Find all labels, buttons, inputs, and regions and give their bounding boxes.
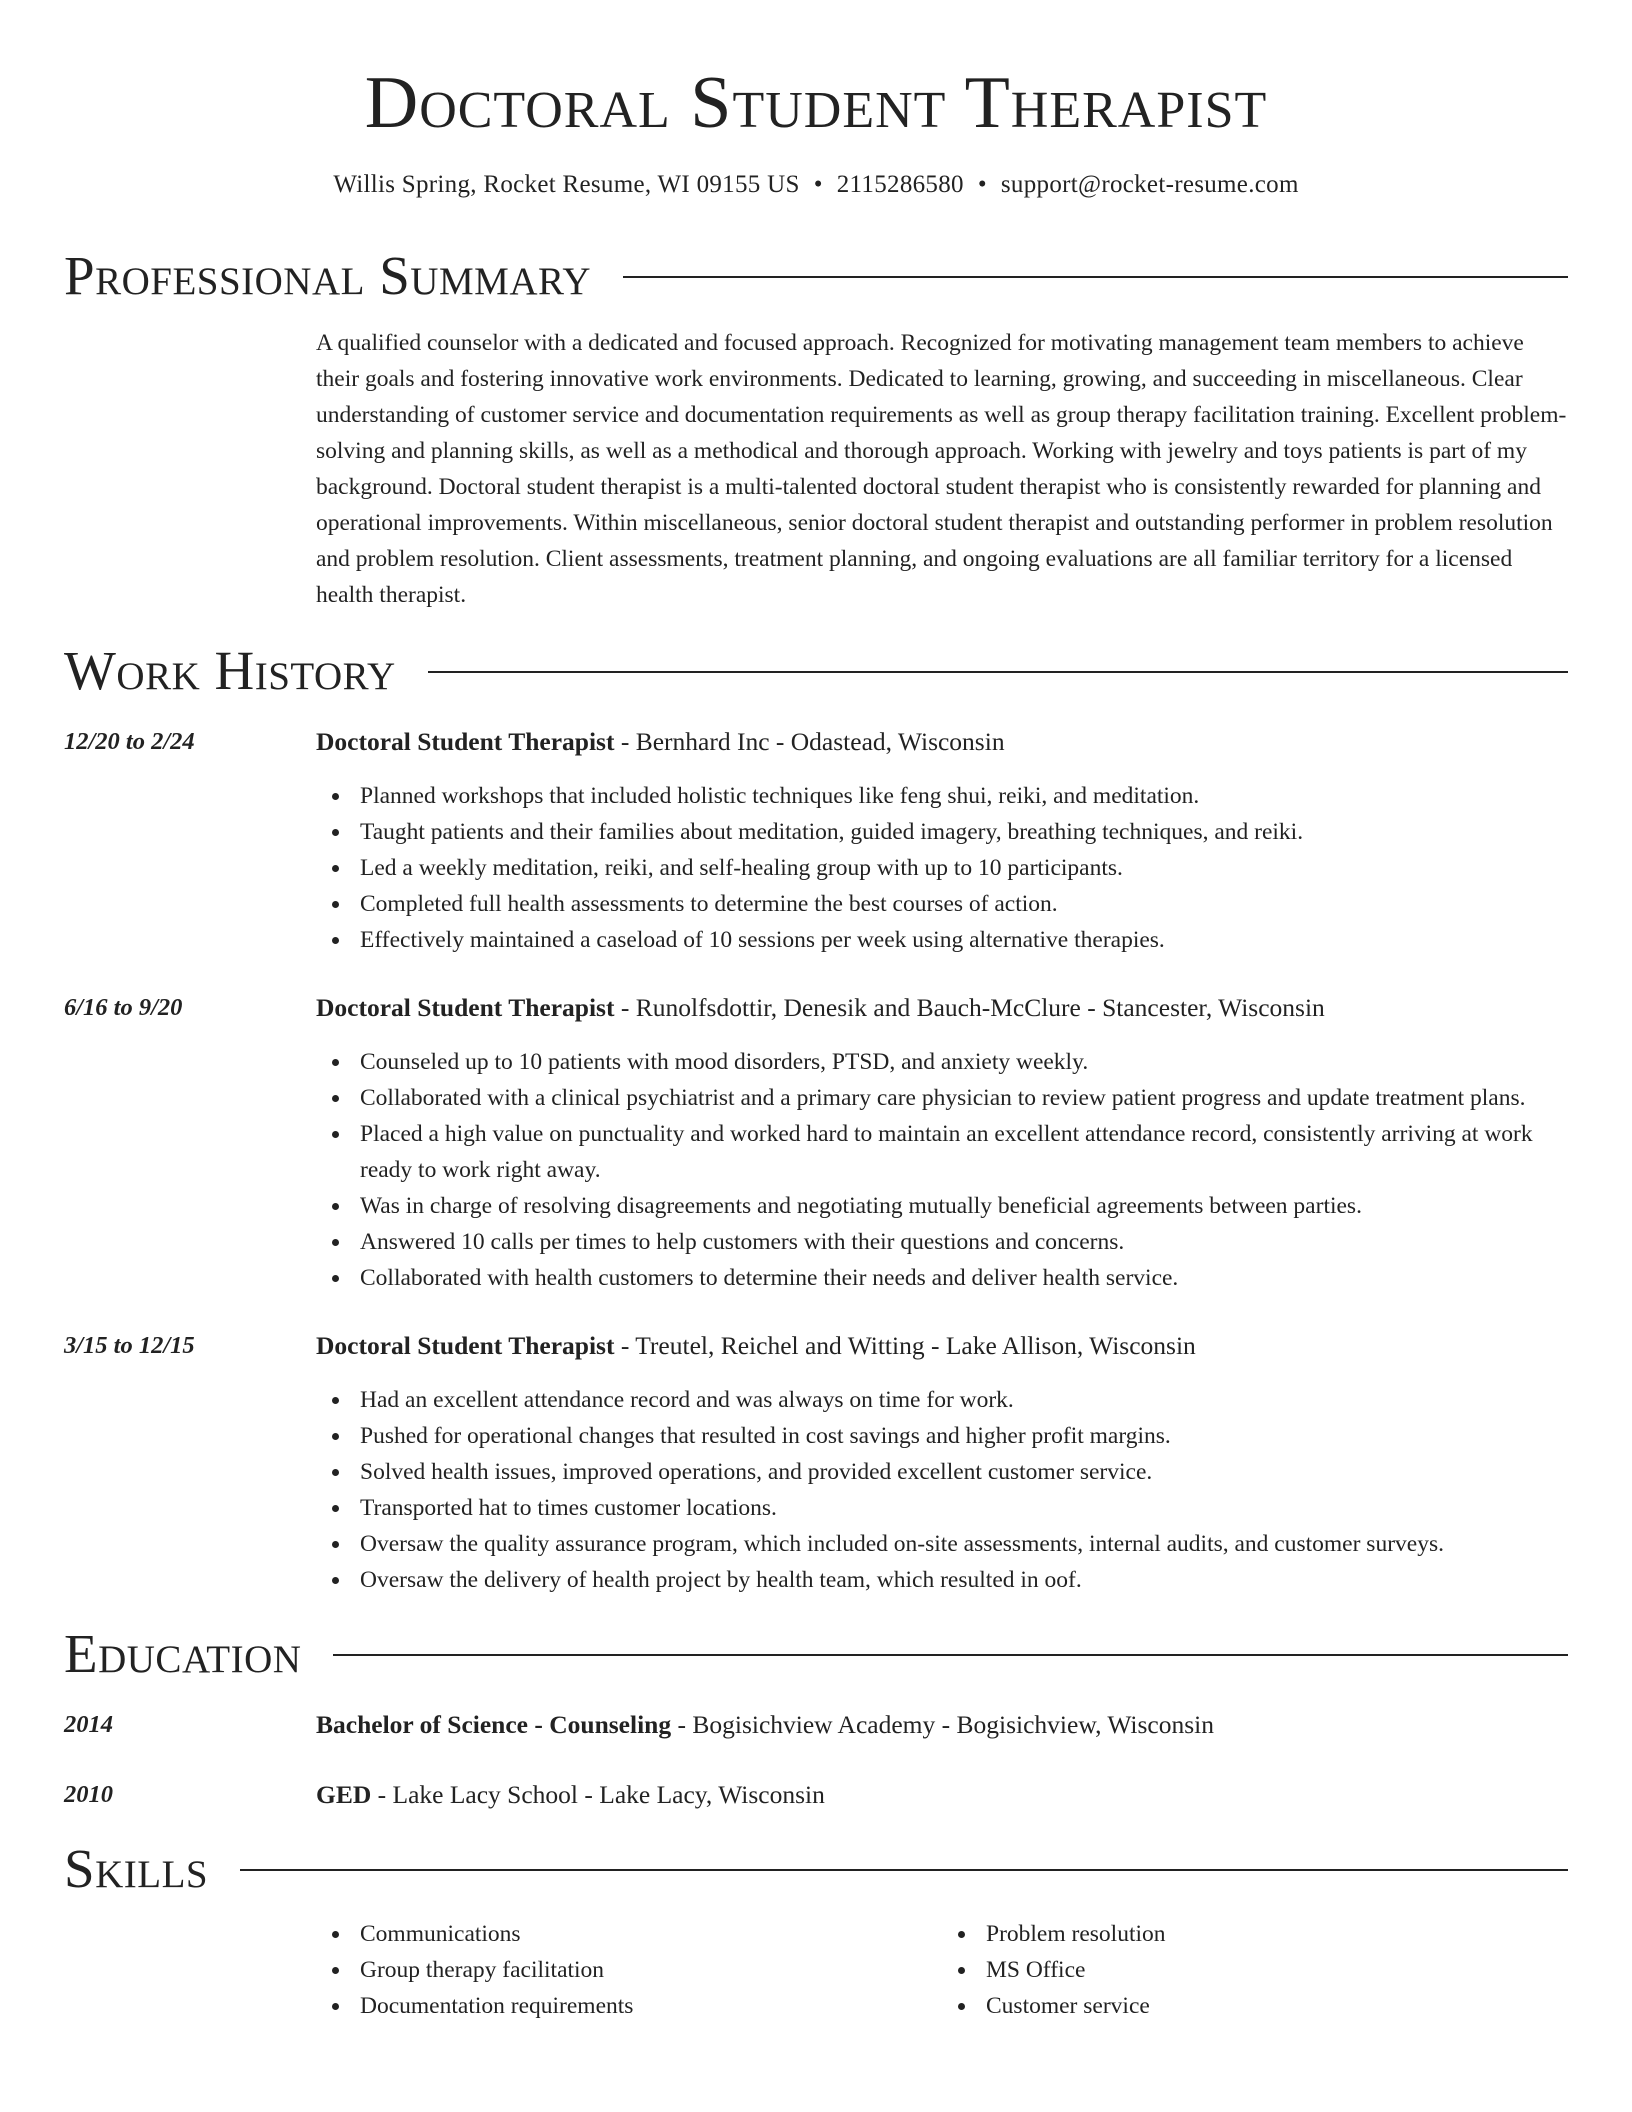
education-date: 2010 <box>64 1781 113 1808</box>
job-details: - Runolfsdottir, Denesik and Bauch-McClure - Stancester, Wisconsin <box>614 993 1325 1022</box>
job-bullet: Planned workshops that included holistic techniques like feng shui, reiki, and meditation. <box>316 778 1568 814</box>
job-title: Doctoral Student Therapist <box>316 727 615 756</box>
degree: Bachelor of Science - Counseling <box>316 1710 672 1739</box>
skills-column-right <box>942 1916 1568 2024</box>
education-heading: Education <box>64 1623 302 1684</box>
skill-item: Customer service <box>942 1988 1568 2024</box>
job-date: 3/15 to 12/15 <box>64 1332 195 1359</box>
summary-section-header <box>64 245 1568 306</box>
resume-name: Doctoral Student Therapist <box>364 62 1268 144</box>
job-body <box>316 1328 1568 1598</box>
skill-item: MS Office <box>942 1952 1568 1988</box>
education-entry <box>64 1777 1568 1813</box>
skill-item: Communications <box>316 1916 942 1952</box>
email: support@rocket-resume.com <box>1000 171 1299 198</box>
job-bullet: Completed full health assessments to determine the best courses of action. <box>316 886 1568 922</box>
job-bullet: Led a weekly meditation, reiki, and self-healing group with up to 10 participants. <box>316 850 1568 886</box>
job-bullet: Taught patients and their families about meditation, guided imagery, breathing techniques, and reiki. <box>316 814 1568 850</box>
job-details: - Bernhard Inc - Odastead, Wisconsin <box>614 727 1005 756</box>
job-bullets <box>316 778 1568 958</box>
summary-text: A qualified counselor with a dedicated and focused approach. Recognized for motivating management team members to achieve their goals and fostering innovative work environments. Dedicated to learning, growing, and succeeding in miscellaneous. Clear understanding of customer service and documentation requirements as well as group therapy facilitation training. Excellent problem-solving and planning skills, as well as a methodical and thorough approach. Working with jewelry and toys patients is part of my background. Doctoral student therapist is a multi-talented doctoral student therapist who is consistently rewarded for planning and operational improvements. Within miscellaneous, senior doctoral student therapist and outstanding performer in problem resolution and problem resolution. Client assessments, treatment planning, and ongoing evaluations are all familiar territory for a licensed health therapist. <box>316 330 1567 608</box>
job-bullet: Oversaw the delivery of health project by health team, which resulted in oof. <box>316 1562 1568 1598</box>
job-title: Doctoral Student Therapist <box>316 1331 615 1360</box>
education-title-line <box>316 1707 1568 1743</box>
job-bullet: Had an excellent attendance record and was always on time for work. <box>316 1382 1568 1418</box>
job-date: 12/20 to 2/24 <box>64 728 195 755</box>
skills-column-left <box>316 1916 942 2024</box>
education-body <box>316 1777 1568 1813</box>
education-date: 2014 <box>64 1711 113 1738</box>
skill-item: Group therapy facilitation <box>316 1952 942 1988</box>
job-date: 6/16 to 9/20 <box>64 994 183 1021</box>
education-title-line <box>316 1777 1568 1813</box>
work-heading: Work History <box>64 640 396 701</box>
job-bullet: Transported hat to times customer locations. <box>316 1490 1568 1526</box>
education-body <box>316 1707 1568 1743</box>
skills-heading: Skills <box>64 1838 209 1899</box>
school-details: - Lake Lacy School - Lake Lacy, Wisconsin <box>371 1780 825 1809</box>
job-bullet: Effectively maintained a caseload of 10 sessions per week using alternative therapies. <box>316 922 1568 958</box>
section-divider <box>240 1869 1568 1871</box>
job-body <box>316 990 1568 1296</box>
summary-heading: Professional Summary <box>64 245 592 306</box>
job-body <box>316 724 1568 958</box>
job-title-line <box>316 990 1568 1026</box>
skill-item: Problem resolution <box>942 1916 1568 1952</box>
job-bullet: Collaborated with health customers to determine their needs and deliver health service. <box>316 1260 1568 1296</box>
job-details: - Treutel, Reichel and Witting - Lake Allison, Wisconsin <box>614 1331 1196 1360</box>
school-details: - Bogisichview Academy - Bogisichview, Wisconsin <box>671 1710 1215 1739</box>
education-entry <box>64 1707 1568 1743</box>
job-bullet: Was in charge of resolving disagreements and negotiating mutually beneficial agreements between parties. <box>316 1188 1568 1224</box>
skills-section-header <box>64 1838 1568 1899</box>
job-bullets <box>316 1382 1568 1598</box>
contact-separator: • <box>813 171 823 198</box>
education-section-header <box>64 1623 1568 1684</box>
job-bullet: Collaborated with a clinical psychiatrist and a primary care physician to review patient progress and update treatment plans. <box>316 1080 1568 1116</box>
section-divider <box>623 276 1568 278</box>
job-bullet: Placed a high value on punctuality and worked hard to maintain an excellent attendance record, consistently arriving at work ready to work right away. <box>316 1116 1568 1188</box>
job-entry <box>64 724 1568 958</box>
job-title-line <box>316 1328 1568 1364</box>
job-title-line <box>316 724 1568 760</box>
job-bullet: Answered 10 calls per times to help customers with their questions and concerns. <box>316 1224 1568 1260</box>
section-divider <box>333 1654 1568 1656</box>
contact-separator: • <box>977 171 987 198</box>
job-bullet: Oversaw the quality assurance program, which included on-site assessments, internal audits, and customer surveys. <box>316 1526 1568 1562</box>
work-section-header <box>64 640 1568 701</box>
skills-list <box>316 1916 1568 2024</box>
job-bullet: Counseled up to 10 patients with mood disorders, PTSD, and anxiety weekly. <box>316 1044 1568 1080</box>
job-entry <box>64 990 1568 1296</box>
section-divider <box>428 671 1568 673</box>
job-bullet: Solved health issues, improved operations, and provided excellent customer service. <box>316 1454 1568 1490</box>
skill-item: Documentation requirements <box>316 1988 942 2024</box>
address: Willis Spring, Rocket Resume, WI 09155 US <box>333 171 800 198</box>
contact-line <box>64 170 1568 200</box>
job-bullets <box>316 1044 1568 1296</box>
job-entry <box>64 1328 1568 1598</box>
phone: 2115286580 <box>836 171 964 198</box>
degree: GED <box>316 1780 372 1809</box>
job-title: Doctoral Student Therapist <box>316 993 615 1022</box>
job-bullet: Pushed for operational changes that resulted in cost savings and higher profit margins. <box>316 1418 1568 1454</box>
